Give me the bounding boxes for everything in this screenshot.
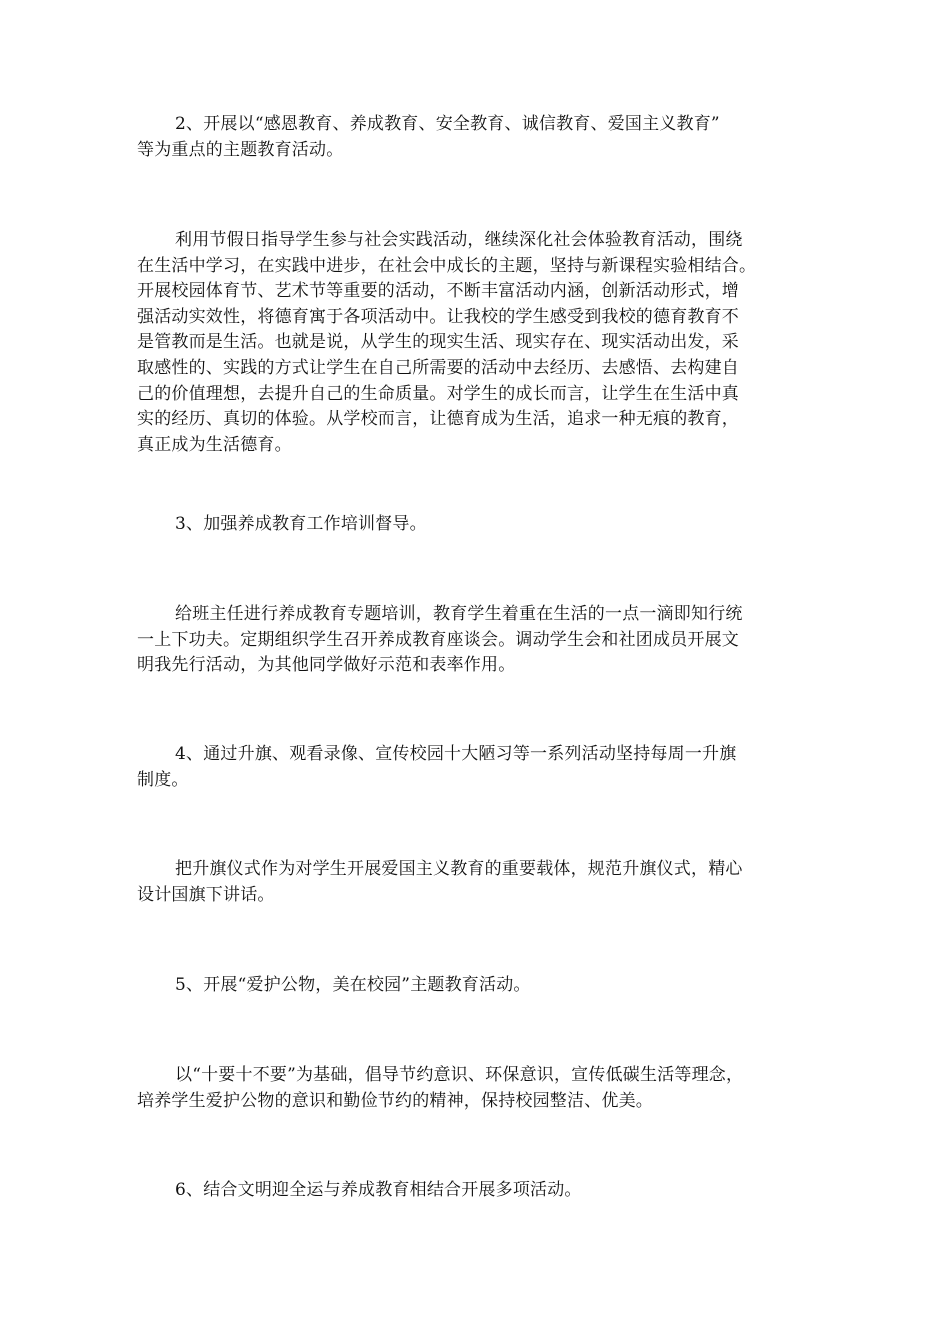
paragraph-heading-3: 3、加强养成教育工作培训督导。 <box>175 514 427 534</box>
paragraph-heading-6: 6、结合文明迎全运与养成教育相结合开展多项活动。 <box>175 1180 582 1200</box>
paragraph-body-flag: 把升旗仪式作为对学生开展爱国主义教育的重要载体，规范升旗仪式，精心 设计国旗下讲话。 <box>137 859 743 905</box>
paragraph-body-practice: 利用节假日指导学生参与社会实践活动，继续深化社会体验教育活动，围绕 在生活中学习，在实践中进步，在社会中成长的主题，坚持与新课程实验相结合。 开展校园体育节、艺术节等重要的活动，不断丰富活动内涵，创新活动形式，增 强活动实效性，将德育寓于各项活动中。让我校的学生感受到我校的德育教育不 是管教而是生活。也就是说，从学生的现实生活、现实存在、现实活动出发，采 取感性的、实践的方式让学生在自己所需要的活动中去经历、去感悟、去构建自 己的价值理想，去提升自己的生命质量。对学生的成长而言，让学生在生活中真 实的经历、真切的体验。从学校而言，让德育成为生活，追求一种无痕的教育， 真正成为生活德育。 <box>137 230 757 455</box>
paragraph-heading-5: 5、开展“爱护公物，美在校园”主题教育活动。 <box>175 975 531 995</box>
paragraph-heading-4: 4、通过升旗、观看录像、宣传校园十大陋习等一系列活动坚持每周一升旗 制度。 <box>137 744 737 790</box>
paragraph-body-public-property: 以“十要十不要”为基础，倡导节约意识、环保意识，宣传低碳生活等理念， 培养学生爱护公物的意识和勤俭节约的精神，保持校园整洁、优美。 <box>137 1065 744 1111</box>
paragraph-heading-2: 2、开展以“感恩教育、养成教育、安全教育、诚信教育、爱国主义教育” 等为重点的主题教育活动。 <box>137 114 720 160</box>
paragraph-body-training: 给班主任进行养成教育专题培训，教育学生着重在生活的一点一滴即知行统 一上下功夫。定期组织学生召开养成教育座谈会。调动学生会和社团成员开展文 明我先行活动，为其他同学做好示范和表率作用。 <box>137 604 743 676</box>
